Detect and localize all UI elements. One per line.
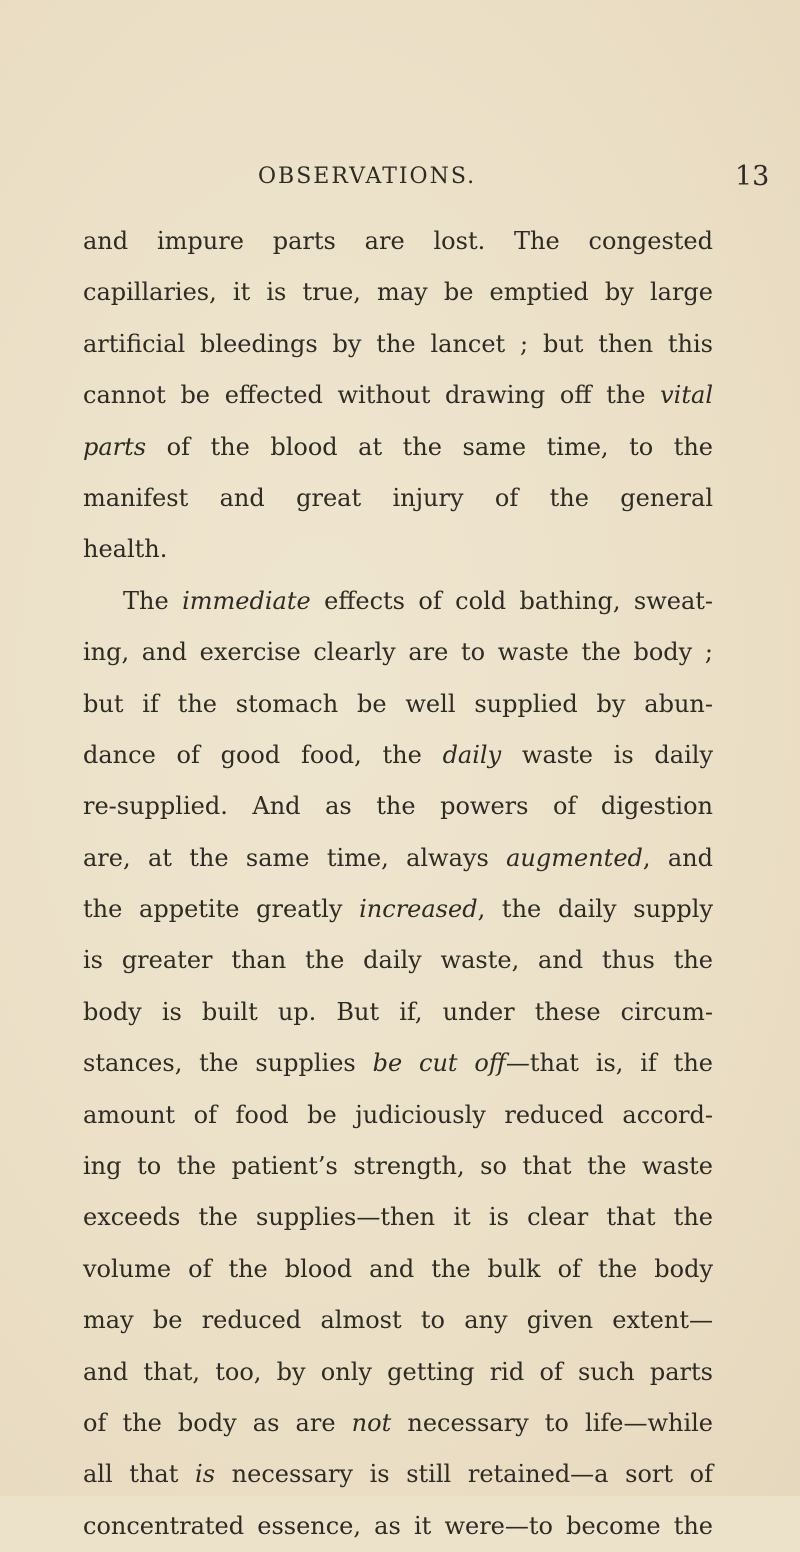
italic-text: daily — [442, 740, 502, 769]
text-line — [83, 422, 713, 473]
text-run: concentrated essence, as it were—to become the — [83, 1511, 713, 1540]
italic-text: is — [195, 1460, 216, 1489]
text-run: amount of food be judiciously reduced accord- — [83, 1100, 713, 1129]
text-run: , the daily supply — [477, 895, 714, 924]
text-run: The — [123, 586, 183, 615]
text-run: are, at the same time, always — [83, 843, 507, 872]
text-line — [83, 319, 713, 370]
text-run: artificial bleedings by the lancet ; but then this — [83, 329, 713, 358]
text-run: exceeds the supplies—then it is clear that the — [83, 1203, 713, 1232]
text-run: but if the stomach be well supplied by abun- — [83, 689, 713, 718]
text-run: necessary is still retained—a sort of — [215, 1460, 713, 1489]
text-run: manifest and great injury of the general — [83, 483, 713, 512]
text-line — [83, 1141, 713, 1192]
text-line — [83, 627, 713, 678]
text-run: necessary to life—while — [391, 1408, 714, 1437]
text-line — [83, 1398, 713, 1449]
italic-text: increased — [359, 895, 478, 924]
text-run: and impure parts are lost. The congested — [83, 227, 713, 255]
text-run: , and — [642, 843, 713, 872]
text-run: of the blood at the same time, to the — [146, 432, 713, 461]
text-line — [83, 781, 713, 832]
text-line — [83, 1347, 713, 1398]
text-line — [83, 987, 713, 1038]
text-line — [83, 935, 713, 986]
text-line — [83, 1090, 713, 1141]
text-run: the appetite greatly — [83, 895, 360, 924]
text-line — [83, 1501, 713, 1552]
text-run: of the body as are — [83, 1408, 352, 1437]
text-line — [83, 576, 713, 627]
italic-text: be cut off — [372, 1049, 506, 1078]
text-run: cannot be effected without drawing off the — [83, 381, 661, 410]
text-run: stances, the supplies — [83, 1049, 373, 1078]
page-number: 13 — [735, 161, 770, 192]
italic-text: immediate — [182, 586, 311, 615]
body-text — [83, 216, 713, 1552]
text-run: volume of the blood and the bulk of the body — [83, 1254, 713, 1283]
text-line — [83, 833, 713, 884]
text-line — [83, 370, 713, 421]
text-run: may be reduced almost to any given extent— — [83, 1306, 713, 1335]
text-line — [83, 1244, 713, 1295]
text-run: body is built up. But if, under these circum- — [83, 997, 713, 1026]
text-run: ing, and exercise clearly are to waste the body ; — [83, 638, 713, 667]
text-line — [83, 1038, 713, 1089]
running-title: OBSERVATIONS. — [258, 164, 477, 189]
italic-text: vital — [660, 381, 713, 410]
text-run: —that is, if the — [505, 1049, 713, 1078]
running-head — [0, 160, 800, 200]
text-line — [83, 473, 713, 524]
text-run: effects of cold bathing, sweat- — [310, 586, 714, 615]
text-run: is greater than the daily waste, and thus the — [83, 946, 713, 975]
text-line — [83, 524, 713, 575]
italic-text: augmented — [506, 843, 643, 872]
text-run: re-supplied. And as the powers of digestion — [83, 792, 713, 821]
text-line — [83, 730, 713, 781]
italic-text: not — [351, 1408, 392, 1437]
text-line — [83, 1192, 713, 1243]
text-line — [83, 1449, 713, 1500]
text-run: dance of good food, the — [83, 740, 443, 769]
text-line — [83, 679, 713, 730]
text-run: waste is daily — [501, 740, 713, 769]
text-line — [83, 1295, 713, 1346]
text-run: and that, too, by only getting rid of such parts — [83, 1357, 713, 1386]
italic-text: parts — [83, 432, 147, 461]
text-line — [83, 884, 713, 935]
text-run: ing to the patient’s strength, so that the waste — [83, 1152, 713, 1181]
text-line — [83, 216, 713, 267]
text-run: health. — [83, 535, 168, 564]
text-line — [83, 267, 713, 318]
text-run: capillaries, it is true, may be emptied by large — [83, 278, 713, 307]
text-run: all that — [83, 1460, 196, 1489]
